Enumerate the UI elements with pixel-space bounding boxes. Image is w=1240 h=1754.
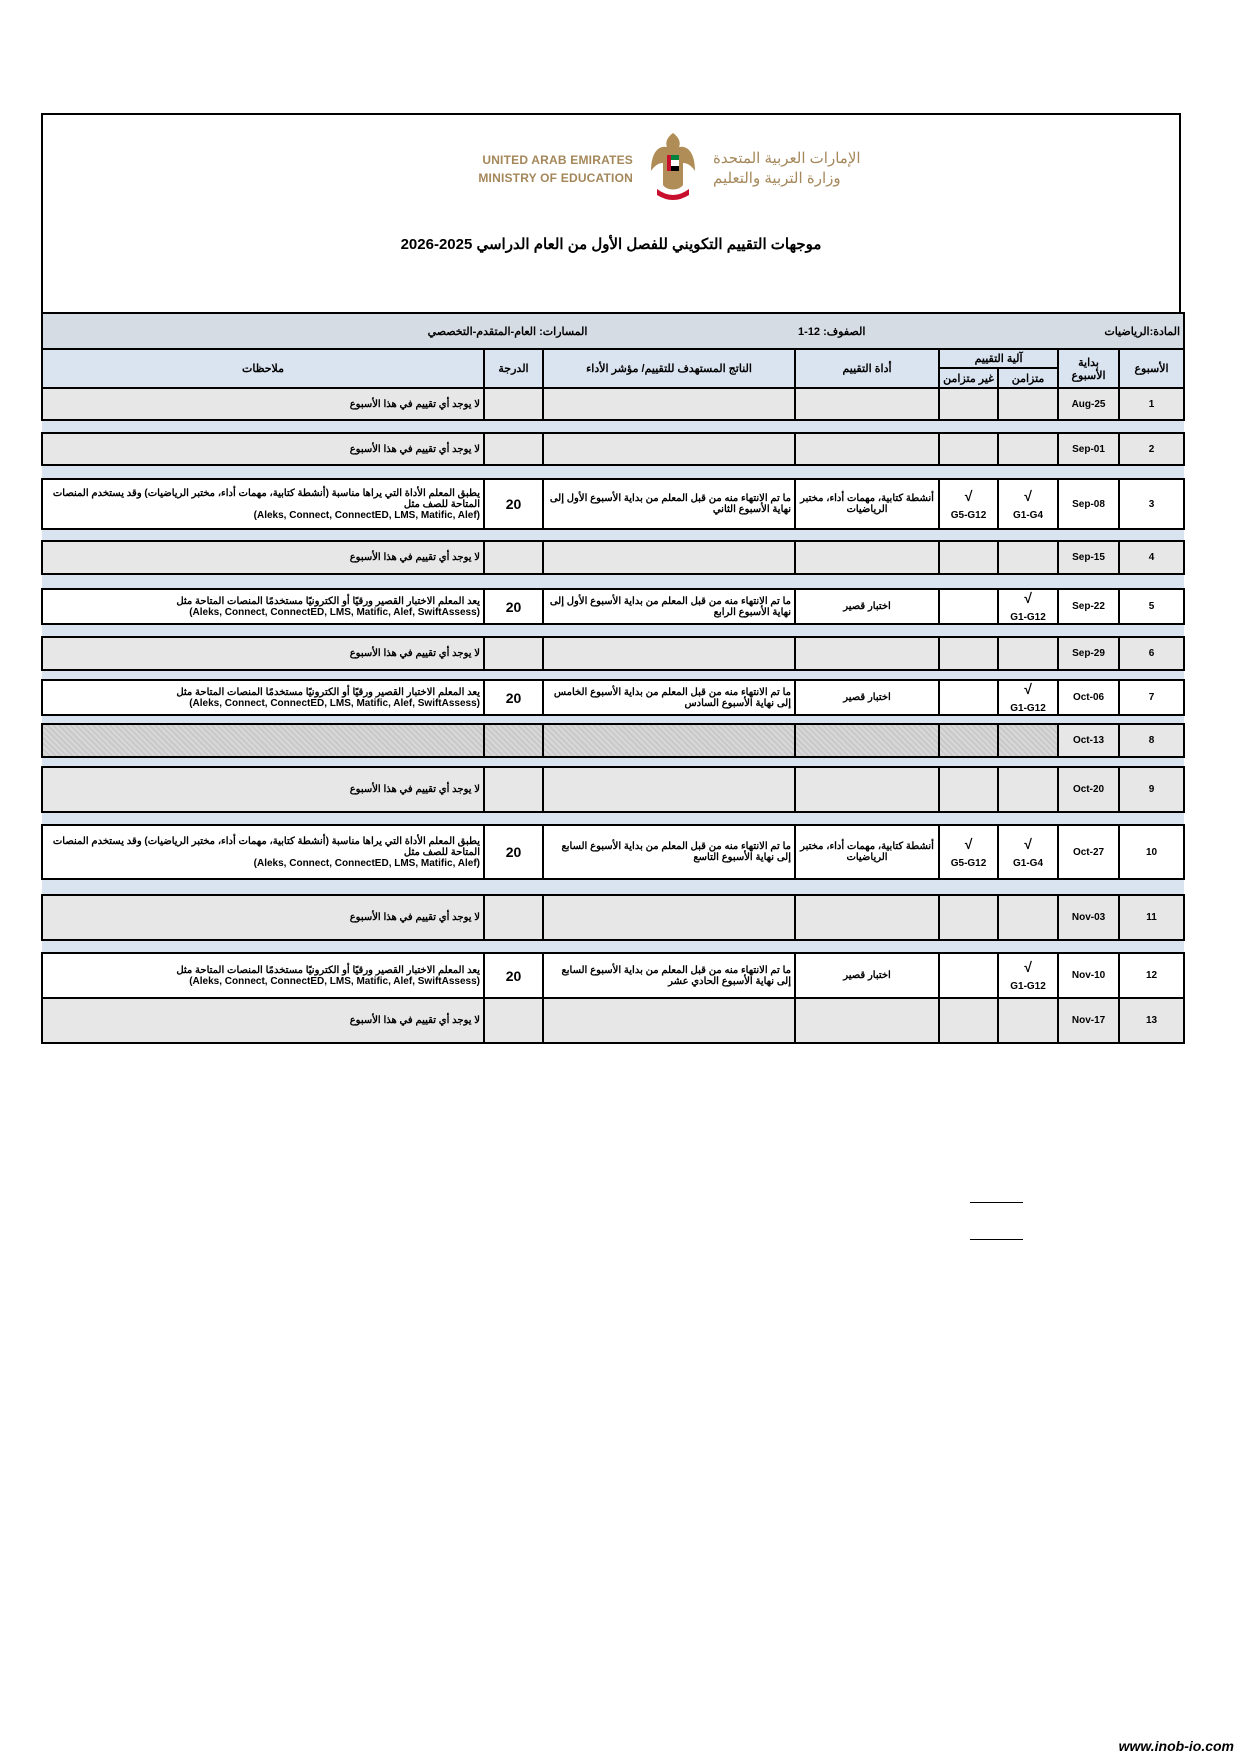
async-cell: [939, 953, 998, 998]
col-sync: متزامن: [998, 368, 1058, 388]
tracks-label: المسارات: العام-المتقدم-التخصصي: [42, 313, 795, 349]
table-row: [42, 388, 1184, 420]
separator-cell: [42, 420, 1184, 433]
platforms-text: (Aleks, Connect, ConnectED, LMS, Matific, Alef, SwiftAssess): [189, 975, 481, 987]
assessment-tool: [795, 998, 939, 1043]
uae-eagle-emblem-icon: [645, 131, 701, 203]
check-mark-icon: √: [1024, 835, 1032, 852]
notes-text: لا يوجد أي تقييم في هذا الأسبوع: [349, 398, 481, 410]
assessment-tool: [795, 433, 939, 465]
async-cell: [939, 895, 998, 940]
assessment-table: [41, 312, 1185, 1044]
column-header-row: [42, 349, 1184, 368]
row-separator: [42, 940, 1184, 953]
check-mark-icon: √: [964, 487, 973, 504]
table-row: [42, 998, 1184, 1043]
grade-group: G1-G12: [1010, 981, 1046, 992]
target-outcome: [543, 433, 795, 465]
week-start-date: Oct-20: [1058, 767, 1119, 812]
async-cell: [939, 541, 998, 574]
row-separator: [42, 879, 1184, 895]
notes-cell: [42, 433, 484, 465]
sync-cell: [998, 998, 1058, 1043]
ministry-logo: [473, 137, 873, 207]
table-row: [42, 895, 1184, 940]
platforms-text: (Aleks, Connect, ConnectED, LMS, Matific, Alef, SwiftAssess): [189, 606, 481, 618]
grade-value: [484, 541, 543, 574]
logo-arabic-line1: الإمارات العربية المتحدة: [713, 150, 861, 167]
async-cell: [939, 767, 998, 812]
separator-cell: [42, 879, 1184, 895]
separator-cell: [42, 940, 1184, 953]
signature-line: [970, 1239, 1023, 1240]
notes-text: يطبق المعلم الأداة التي يراها مناسبة (أنشطة كتابية، مهمات أداء، مختبر الرياضيات) وقد يستخدم المنصات المتاحة للصف مثل: [52, 487, 481, 510]
document-header: [41, 113, 1181, 312]
grade-group: G5-G12: [950, 509, 987, 521]
row-separator: [42, 715, 1184, 724]
separator-cell: [42, 574, 1184, 589]
target-outcome: [543, 724, 795, 757]
target-outcome: [543, 541, 795, 574]
week-start-date: Sep-22: [1058, 589, 1119, 624]
page-title: موجهات التقييم التكويني للفصل الأول من العام الدراسي 2025-2026: [400, 236, 822, 253]
sync-cell: [998, 767, 1058, 812]
table-row: [42, 680, 1184, 715]
target-outcome: [543, 637, 795, 670]
row-separator: [42, 574, 1184, 589]
notes-cell: [42, 589, 484, 624]
notes-cell: [42, 541, 484, 574]
grade-value: 20: [484, 680, 543, 715]
week-start-date: Oct-13: [1058, 724, 1119, 757]
notes-text: لا يوجد أي تقييم في هذا الأسبوع: [349, 1015, 481, 1026]
check-mark-icon: √: [1024, 487, 1032, 504]
grade-group: G1-G12: [1010, 612, 1046, 623]
target-outcome: ما تم الانتهاء منه من قبل المعلم من بداية الأسبوع الخامس إلى نهاية الأسبوع السادس: [543, 680, 795, 715]
notes-cell: [42, 998, 484, 1043]
grade-group: G1-G4: [1013, 509, 1044, 521]
platforms-text: (Aleks, Connect, ConnectED, LMS, Matific, Alef, SwiftAssess): [189, 697, 481, 709]
week-start-date: Aug-25: [1058, 388, 1119, 420]
row-separator: [42, 812, 1184, 825]
row-separator: [42, 465, 1184, 479]
week-number: 9: [1119, 767, 1184, 812]
assessment-tool: أنشطة كتابية، مهمات أداء، مختبر الرياضيات: [795, 479, 939, 529]
assessment-tool: اختبار قصير: [795, 953, 939, 998]
notes-text: لا يوجد أي تقييم في هذا الأسبوع: [349, 912, 481, 923]
col-tool: أداة التقييم: [795, 349, 939, 388]
sync-cell: [998, 589, 1058, 624]
notes-text: لا يوجد أي تقييم في هذا الأسبوع: [349, 648, 481, 659]
async-cell: [939, 433, 998, 465]
subject-label: المادة:الرياضيات: [1058, 313, 1184, 349]
table-row: [42, 724, 1184, 757]
table-row: [42, 433, 1184, 465]
sync-cell: [998, 895, 1058, 940]
check-mark-icon: √: [964, 835, 973, 852]
col-week: الأسبوع: [1119, 349, 1184, 388]
assessment-tool: [795, 388, 939, 420]
info-bar: [42, 313, 1184, 349]
notes-text: لا يوجد أي تقييم في هذا الأسبوع: [349, 443, 481, 455]
table-row: [42, 541, 1184, 574]
row-separator: [42, 420, 1184, 433]
sync-cell: [998, 388, 1058, 420]
grades-label: الصفوف: 12-1: [795, 313, 1058, 349]
grade-value: [484, 388, 543, 420]
assessment-tool: اختبار قصير: [795, 589, 939, 624]
target-outcome: [543, 388, 795, 420]
notes-text: يطبق المعلم الأداة التي يراها مناسبة (أنشطة كتابية، مهمات أداء، مختبر الرياضيات) وقد يستخدم المنصات المتاحة للصف مثل: [52, 835, 481, 858]
notes-text: لا يوجد أي تقييم في هذا الأسبوع: [349, 552, 481, 563]
grade-value: 20: [484, 953, 543, 998]
sync-cell: [998, 541, 1058, 574]
table-row: [42, 953, 1184, 998]
async-cell: [939, 724, 998, 757]
grade-value: 20: [484, 479, 543, 529]
assessment-tool: [795, 637, 939, 670]
assessment-tool: [795, 541, 939, 574]
notes-cell: [42, 637, 484, 670]
assessment-tool: [795, 895, 939, 940]
week-number: 11: [1119, 895, 1184, 940]
separator-cell: [42, 812, 1184, 825]
target-outcome: ما تم الانتهاء منه من قبل المعلم من بداية الأسبوع السابع إلى نهاية الأسبوع التاسع: [543, 825, 795, 879]
sync-cell: [998, 479, 1058, 529]
table-row: [42, 825, 1184, 879]
check-mark-icon: √: [1024, 959, 1032, 975]
col-grade: الدرجة: [484, 349, 543, 388]
col-mechanism: آلية التقييم: [939, 349, 1058, 368]
notes-cell: [42, 767, 484, 812]
week-number: 2: [1119, 433, 1184, 465]
async-cell: [939, 680, 998, 715]
logo-english-line1: UNITED ARAB EMIRATES: [482, 153, 633, 167]
async-cell: [939, 637, 998, 670]
sync-cell: [998, 953, 1058, 998]
week-start-date: Sep-01: [1058, 433, 1119, 465]
week-start-date: Oct-27: [1058, 825, 1119, 879]
week-start-date: Nov-03: [1058, 895, 1119, 940]
row-separator: [42, 757, 1184, 767]
week-number: 4: [1119, 541, 1184, 574]
grade-value: [484, 637, 543, 670]
platforms-text: (Aleks, Connect, ConnectED, LMS, Matific, Alef): [253, 509, 481, 521]
platforms-text: (Aleks, Connect, ConnectED, LMS, Matific, Alef): [253, 857, 481, 869]
grade-value: [484, 998, 543, 1043]
separator-cell: [42, 715, 1184, 724]
assessment-tool: أنشطة كتابية، مهمات أداء، مختبر الرياضيات: [795, 825, 939, 879]
notes-cell: [42, 825, 484, 879]
watermark: www.inob-io.com: [1118, 1738, 1234, 1754]
week-number: 5: [1119, 589, 1184, 624]
row-separator: [42, 670, 1184, 680]
sync-cell: [998, 680, 1058, 715]
week-start-date: Nov-10: [1058, 953, 1119, 998]
target-outcome: [543, 895, 795, 940]
grade-value: [484, 895, 543, 940]
notes-cell: [42, 388, 484, 420]
notes-text: يعد المعلم الاختبار القصير ورقيًا أو الكترونيًا مستخدمًا المنصات المتاحة مثل: [176, 964, 481, 976]
async-cell: [939, 998, 998, 1043]
grade-group: G1-G4: [1013, 857, 1044, 869]
notes-cell: [42, 479, 484, 529]
target-outcome: [543, 998, 795, 1043]
signature-line: [970, 1202, 1023, 1203]
check-mark-icon: √: [1024, 681, 1032, 697]
async-cell: [939, 388, 998, 420]
row-separator: [42, 624, 1184, 637]
week-number: 1: [1119, 388, 1184, 420]
notes-cell: [42, 953, 484, 998]
notes-text: لا يوجد أي تقييم في هذا الأسبوع: [349, 784, 481, 795]
sync-cell: [998, 433, 1058, 465]
table-row: [42, 589, 1184, 624]
grade-value: [484, 433, 543, 465]
separator-cell: [42, 757, 1184, 767]
target-outcome: ما تم الانتهاء منه من قبل المعلم من بداية الأسبوع الأول إلى نهاية الأسبوع الرابع: [543, 589, 795, 624]
target-outcome: [543, 767, 795, 812]
notes-cell: [42, 895, 484, 940]
grade-value: [484, 724, 543, 757]
week-start-date: Sep-08: [1058, 479, 1119, 529]
week-start-date: Oct-06: [1058, 680, 1119, 715]
separator-cell: [42, 624, 1184, 637]
table-row: [42, 479, 1184, 529]
row-separator: [42, 529, 1184, 541]
target-outcome: ما تم الانتهاء منه من قبل المعلم من بداية الأسبوع الأول إلى نهاية الأسبوع الثاني: [543, 479, 795, 529]
notes-text: يعد المعلم الاختبار القصير ورقيًا أو الكترونيًا مستخدمًا المنصات المتاحة مثل: [176, 686, 481, 698]
separator-cell: [42, 529, 1184, 541]
sync-cell: [998, 724, 1058, 757]
col-outcome: الناتج المستهدف للتقييم/ مؤشر الأداء: [543, 349, 795, 388]
week-number: 13: [1119, 998, 1184, 1043]
col-async: غير متزامن: [939, 368, 998, 388]
week-start-date: Sep-15: [1058, 541, 1119, 574]
assessment-tool: [795, 724, 939, 757]
async-cell: [939, 825, 998, 879]
col-week-start: بداية الأسبوع: [1058, 349, 1119, 388]
grade-value: 20: [484, 825, 543, 879]
week-number: 12: [1119, 953, 1184, 998]
async-cell: [939, 479, 998, 529]
assessment-tool: [795, 767, 939, 812]
week-start-date: Nov-17: [1058, 998, 1119, 1043]
logo-english-line2: MINISTRY OF EDUCATION: [478, 171, 633, 185]
assessment-tool: اختبار قصير: [795, 680, 939, 715]
notes-cell: [42, 724, 484, 757]
table-row: [42, 637, 1184, 670]
async-cell: [939, 589, 998, 624]
notes-text: يعد المعلم الاختبار القصير ورقيًا أو الكترونيًا مستخدمًا المنصات المتاحة مثل: [176, 595, 481, 607]
grade-value: 20: [484, 589, 543, 624]
grade-group: G5-G12: [950, 857, 987, 869]
separator-cell: [42, 465, 1184, 479]
check-mark-icon: √: [1024, 590, 1032, 606]
week-number: 8: [1119, 724, 1184, 757]
sync-cell: [998, 637, 1058, 670]
logo-arabic-line2: وزارة التربية والتعليم: [713, 170, 841, 187]
table-row: [42, 767, 1184, 812]
col-notes: ملاحظات: [42, 349, 484, 388]
week-number: 7: [1119, 680, 1184, 715]
week-start-date: Sep-29: [1058, 637, 1119, 670]
week-number: 10: [1119, 825, 1184, 879]
grade-value: [484, 767, 543, 812]
target-outcome: ما تم الانتهاء منه من قبل المعلم من بداية الأسبوع السابع إلى نهاية الأسبوع الحادي عشر: [543, 953, 795, 998]
week-number: 6: [1119, 637, 1184, 670]
separator-cell: [42, 670, 1184, 680]
notes-cell: [42, 680, 484, 715]
sync-cell: [998, 825, 1058, 879]
grade-group: G1-G12: [1010, 703, 1046, 714]
week-number: 3: [1119, 479, 1184, 529]
